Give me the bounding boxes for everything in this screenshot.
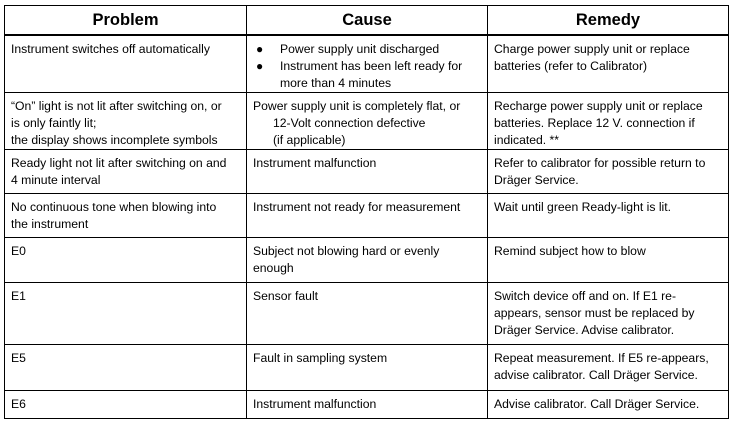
- bullet-icon: ●: [256, 42, 264, 56]
- table-row: [5, 150, 729, 194]
- table-row: [5, 93, 729, 150]
- remedy-cell: [488, 283, 729, 345]
- remedy-cell: [488, 93, 729, 150]
- problem-text: the display shows incomplete symbols: [11, 133, 218, 147]
- cause-text: Sensor fault: [253, 289, 319, 303]
- problem-cell: [5, 93, 247, 150]
- remedy-text: Dräger Service.: [494, 173, 579, 187]
- problem-text: “On” light is not lit after switching on, or: [11, 99, 222, 113]
- problem-cell: [5, 391, 247, 419]
- problem-cell: [5, 345, 247, 391]
- remedy-text: Recharge power supply unit or replace: [494, 99, 703, 113]
- cause-cell: [247, 93, 488, 150]
- remedy-text: Refer to calibrator for possible return to: [494, 156, 706, 170]
- cause-cell: [247, 194, 488, 238]
- cause-text: Instrument malfunction: [253, 397, 377, 411]
- cause-text: Subject not blowing hard or evenly: [253, 244, 440, 258]
- cause-bullet-list: [253, 41, 481, 92]
- problem-text: is only faintly lit;: [11, 116, 97, 130]
- remedy-text: Advise calibrator. Call Dräger Service.: [494, 397, 700, 411]
- cause-cell: [247, 150, 488, 194]
- table-row: [5, 283, 729, 345]
- table-row: [5, 238, 729, 283]
- cause-text: enough: [253, 261, 294, 275]
- remedy-text: Switch device off and on. If E1 re-: [494, 289, 677, 303]
- problem-cell: [5, 283, 247, 345]
- cause-cell: [247, 391, 488, 419]
- problem-text: the instrument: [11, 217, 89, 231]
- problem-cell: [5, 150, 247, 194]
- header-remedy: Remedy: [488, 6, 729, 36]
- remedy-text: batteries. Replace 12 V. connection if: [494, 116, 695, 130]
- remedy-cell: [488, 391, 729, 419]
- cause-cell: [247, 238, 488, 283]
- problem-text: Ready light not lit after switching on and: [11, 156, 227, 170]
- cause-text: Power supply unit is completely flat, or: [253, 99, 461, 113]
- cause-text: Fault in sampling system: [253, 351, 388, 365]
- remedy-text: Charge power supply unit or replace: [494, 42, 690, 56]
- cause-text: Power supply unit discharged: [280, 42, 440, 56]
- problem-cell: [5, 35, 247, 93]
- remedy-cell: [488, 238, 729, 283]
- remedy-text: Repeat measurement. If E5 re-appears,: [494, 351, 709, 365]
- problem-text: Instrument switches off automatically: [11, 42, 210, 56]
- remedy-text: advise calibrator. Call Dräger Service.: [494, 368, 698, 382]
- cause-text: (if applicable): [273, 133, 346, 147]
- remedy-text: Dräger Service. Advise calibrator.: [494, 323, 675, 337]
- remedy-text: Wait until green Ready-light is lit.: [494, 200, 672, 214]
- problem-text: E1: [11, 289, 26, 303]
- problem-text: E0: [11, 244, 26, 258]
- table-row: [5, 35, 729, 93]
- cause-text: 12-Volt connection defective: [273, 116, 426, 130]
- cause-bullet-item: [253, 58, 481, 92]
- remedy-text: batteries (refer to Calibrator): [494, 59, 648, 73]
- table-row: [5, 345, 729, 391]
- header-cause: Cause: [247, 6, 488, 36]
- table-row: [5, 194, 729, 238]
- problem-text: E5: [11, 351, 26, 365]
- problem-cell: [5, 238, 247, 283]
- cause-text: Instrument has been left ready for: [280, 59, 463, 73]
- remedy-text: Remind subject how to blow: [494, 244, 646, 258]
- cause-cell: [247, 35, 488, 93]
- cause-text: more than 4 minutes: [280, 76, 392, 90]
- troubleshooting-table: [4, 5, 729, 419]
- bullet-icon: ●: [256, 59, 264, 73]
- table-row: [5, 391, 729, 419]
- remedy-cell: [488, 150, 729, 194]
- cause-cell: [247, 345, 488, 391]
- remedy-cell: [488, 35, 729, 93]
- cause-cell: [247, 283, 488, 345]
- problem-text: E6: [11, 397, 26, 411]
- remedy-cell: [488, 345, 729, 391]
- remedy-text: indicated. **: [494, 133, 560, 147]
- problem-text: 4 minute interval: [11, 173, 101, 187]
- problem-text: No continuous tone when blowing into: [11, 200, 217, 214]
- problem-cell: [5, 194, 247, 238]
- header-row: [5, 6, 729, 36]
- cause-text: Instrument not ready for measurement: [253, 200, 461, 214]
- cause-text: Instrument malfunction: [253, 156, 377, 170]
- cause-bullet-item: [253, 41, 481, 58]
- header-problem: Problem: [5, 6, 247, 36]
- remedy-cell: [488, 194, 729, 238]
- remedy-text: appears, sensor must be replaced by: [494, 306, 695, 320]
